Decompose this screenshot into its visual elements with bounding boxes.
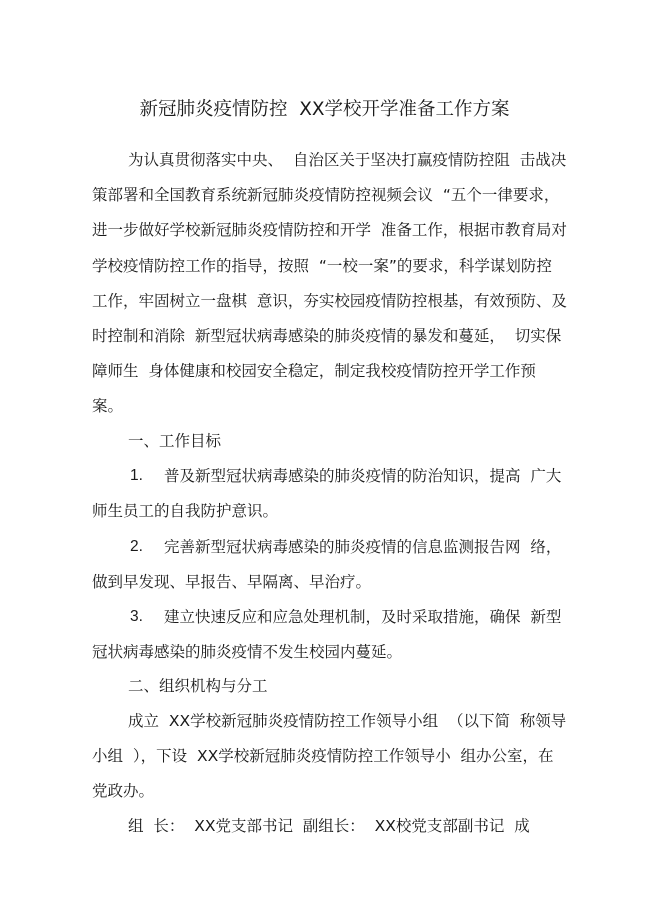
list-item-3-line-2: 冠状病毒感染的肺炎疫情不发生校园内蔓延。 — [92, 643, 403, 661]
org-para-line-2: 小组 ），下设 XX学校新冠肺炎疫情防控工作领导小 组办公室，在 — [92, 747, 554, 765]
document-title: 新冠肺炎疫情防控 XX学校开学准备工作方案 — [139, 99, 510, 120]
list-item-number: 3. — [130, 608, 143, 625]
intro-line-7: 障师生 身体健康和校园安全稳定，制定我校疫情防控开学工作预 — [92, 362, 536, 380]
list-item-3-line-1: 建立快速反应和应急处理机制，及时采取措施，确保 新型 — [164, 608, 562, 626]
list-item-2-line-2: 做到早发现、早报告、早隔离、早治疗。 — [92, 573, 372, 591]
intro-line-5: 工作，牢固树立一盘棋 意识，夯实校园疫情防控根基，有效预防、及 — [92, 292, 567, 310]
section-heading-goals: 一、工作目标 — [128, 432, 222, 450]
intro-line-3: 进一步做好学校新冠肺炎疫情防控和开学 准备工作，根据市教育局对 — [92, 221, 567, 239]
intro-line-6: 时控制和消除 新型冠状病毒感染的肺炎疫情的暴发和蔓延， 切实保 — [92, 327, 562, 345]
roles-line: 组 长： XX党支部书记 副组长： XX校党支部副书记 成 — [128, 817, 530, 835]
list-item-1-line-2: 师生员工的自我防护意识。 — [92, 502, 279, 520]
intro-line-2: 策部署和全国教育系统新冠肺炎疫情防控视频会议 “五个一律要求， — [92, 186, 560, 204]
intro-line-8: 案。 — [92, 397, 124, 415]
list-item-number: 2. — [130, 538, 143, 555]
section-heading-organization: 二、组织机构与分工 — [128, 677, 268, 695]
list-item-2-line-1: 完善新型冠状病毒感染的肺炎疫情的信息监测报告网 络， — [164, 538, 562, 556]
intro-line-1: 为认真贯彻落实中央、 自治区关于坚决打赢疫情防控阻 击战决 — [128, 151, 567, 169]
org-para-line-3: 党政办。 — [92, 782, 155, 800]
intro-line-4: 学校疫情防控工作的指导，按照 “一校一案”的要求，科学谋划防控 — [92, 257, 552, 275]
list-item-1-line-1: 普及新型冠状病毒感染的肺炎疫情的防治知识，提高 广大 — [164, 467, 562, 485]
org-para-line-1: 成立 XX学校新冠肺炎疫情防控工作领导小组 （以下简 称领导 — [128, 712, 567, 730]
list-item-number: 1. — [130, 467, 143, 484]
